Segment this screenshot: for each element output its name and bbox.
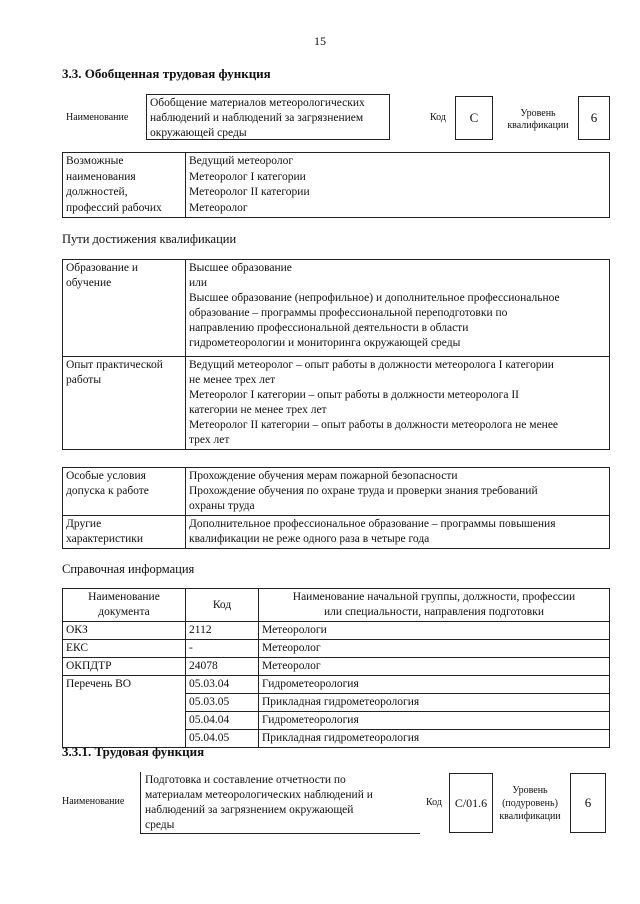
other-characteristics-text: Дополнительное профессиональное образование – программы повышения квалификации не реже одного раза в четыре года: [186, 516, 610, 549]
table-row: [63, 640, 610, 658]
page-number: 15: [314, 34, 326, 48]
cell-name: Гидрометеорология: [259, 712, 610, 730]
special-conditions-text: Прохождение обучения мерам пожарной безопасности Прохождение обучения по охране труда и проверки знания требований охраны труда: [186, 468, 610, 516]
cell-name: Метеоролог: [259, 658, 610, 676]
labor-function-name-box: [140, 772, 420, 834]
cell-code: 05.03.05: [186, 694, 259, 712]
table-row: [63, 676, 610, 694]
cell-code: 24078: [186, 658, 259, 676]
function-code-value: C/01.6: [449, 773, 493, 833]
cell-doc: ОКПДТР: [63, 658, 186, 676]
labor-function-name-text: Подготовка и составление отчетности по материалам метеорологических наблюдений и наблюдений за загрязнением окружающей среды: [145, 774, 373, 831]
cell-code: 05.04.04: [186, 712, 259, 730]
level-value: 6: [578, 96, 610, 140]
list-item: Ведущий метеоролог: [189, 155, 294, 167]
cell-doc: Перечень ВО: [63, 676, 186, 748]
col-header-code: Код: [186, 589, 259, 622]
col-header-document: Наименование документа: [63, 589, 186, 622]
code-value: C: [455, 96, 493, 140]
reference-table: [62, 588, 610, 748]
cell-name: Метеорологи: [259, 622, 610, 640]
cell-code: 05.03.04: [186, 676, 259, 694]
name-label: Наименование: [66, 112, 129, 123]
experience-label: Опыт практической работы: [63, 357, 186, 450]
cell-name: Прикладная гидрометеорология: [259, 694, 610, 712]
experience-text: Ведущий метеоролог – опыт работы в должности метеоролога I категории не менее трех лет Метеоролог I категории – опыт работы в должности метеоролога II категории не менее трех лет Метеоролог II категории – опыт работы в должности метеоролога не менее трех лет: [186, 357, 610, 450]
cell-code: -: [186, 640, 259, 658]
cell-code: 05.04.05: [186, 730, 259, 748]
function-heading: 3.3.1. Трудовая функция: [62, 744, 205, 759]
positions-table: [62, 152, 610, 218]
cell-name: Гидрометеорология: [259, 676, 610, 694]
table-row: [63, 658, 610, 676]
other-characteristics-label: Другие характеристики: [63, 516, 186, 549]
col-header-name: Наименование начальной группы, должности, профессии или специальности, направления подготовки: [259, 589, 610, 622]
function-name-box: [146, 94, 390, 140]
special-conditions-label: Особые условия допуска к работе: [63, 468, 186, 516]
conditions-table: [62, 467, 610, 549]
list-item: Метеоролог I категории: [189, 170, 306, 183]
cell-name: Метеоролог: [259, 640, 610, 658]
positions-label: Возможные наименования должностей, профессий рабочих: [63, 153, 186, 218]
cell-doc: ЕКС: [63, 640, 186, 658]
code-label: Код: [430, 112, 446, 123]
positions-list: [186, 153, 610, 218]
function-name-label: Наименование: [62, 796, 125, 807]
list-item: Метеоролог: [189, 201, 248, 214]
cell-name: Прикладная гидрометеорология: [259, 730, 610, 748]
cell-code: 2112: [186, 622, 259, 640]
function-code-label: Код: [426, 797, 442, 808]
function-level-value: 6: [570, 773, 606, 833]
level-label: Уровень квалификации: [507, 108, 569, 131]
list-item: Метеоролог II категории: [189, 186, 310, 198]
paths-table: [62, 259, 610, 450]
cell-doc: ОКЗ: [63, 622, 186, 640]
table-row: [63, 622, 610, 640]
function-level-label: Уровень (подуровень) квалификации: [499, 785, 561, 822]
paths-heading: Пути достижения квалификации: [62, 232, 237, 246]
reference-heading: Справочная информация: [62, 562, 195, 576]
education-text: Высшее образование или Высшее образование (непрофильное) и дополнительное профессиональное образование – программы профессиональной переподготовки по направлению профессиональной деятельности в области гидрометеорологии и мониторинга окружающей среды: [186, 260, 610, 357]
section-heading: 3.3. Обобщенная трудовая функция: [62, 66, 271, 81]
function-name-text: Обобщение материалов метеорологических наблюдений и наблюдений за загрязнением окружающей среды: [150, 97, 365, 139]
education-label: Образование и обучение: [63, 260, 186, 357]
